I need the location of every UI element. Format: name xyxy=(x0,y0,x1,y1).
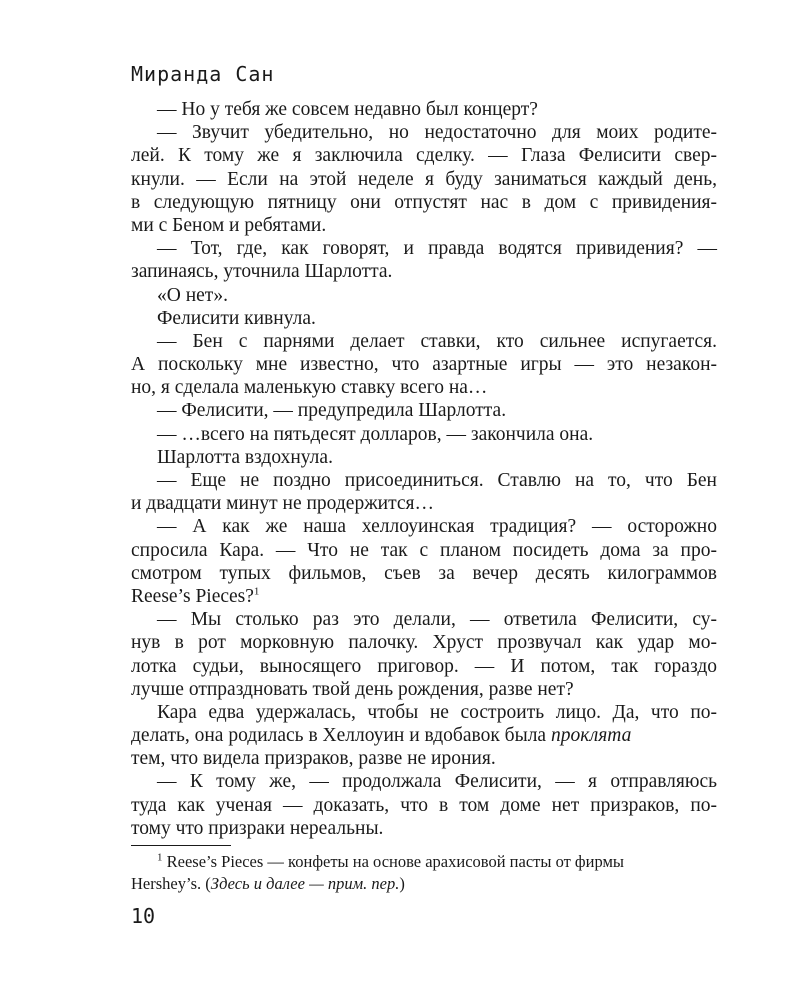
text-line xyxy=(131,539,717,562)
text-line-content: А поскольку мне известно, что азартные игры — это незакон- xyxy=(131,354,717,376)
text-line-content: туда как ученая — доказать, что в том доме нет призраков, по- xyxy=(131,794,717,816)
footnote-reference: 1 xyxy=(253,585,260,598)
text-line-content: — Бен с парнями делает ставки, кто сильнее испугается. xyxy=(157,330,717,352)
text-line-content: лотка судьи, выносящего приговор. — И потом, так гораздо xyxy=(131,655,717,677)
footnote-text-2: Hershey’s. ( xyxy=(131,874,211,893)
text-line-content: — К тому же, — продолжала Фелисити, — я отправляюсь xyxy=(157,771,717,793)
text-line-content: в следующую пятницу они отпустят нас в дом с привидения- xyxy=(131,191,717,213)
text-line xyxy=(131,399,717,422)
text-line-content: — Звучит убедительно, но недостаточно для моих родите- xyxy=(157,122,717,144)
text-line-content: — Еще не поздно присоединиться. Ставлю на то, что Бен xyxy=(157,470,717,491)
text-line-content: лей. К тому же я заключила сделку. — Глаза Фелисити свер- xyxy=(131,145,717,167)
footnote-rule xyxy=(131,845,231,846)
text-line-content: — Тот, где, как говорят, и правда водятся привидения? — xyxy=(157,238,717,260)
text-line xyxy=(131,121,717,144)
text-line-content: — …всего на пятьдесят долларов, — закончила она. xyxy=(157,423,594,445)
text-line xyxy=(131,747,717,770)
text-line-content: и двадцати минут не продержится… xyxy=(131,493,434,515)
text-line-content: Фелисити кивнула. xyxy=(157,307,316,329)
text-line xyxy=(131,817,717,840)
text-line-content: Кара едва удержалась, чтобы не состроить лицо. Да, что по- xyxy=(157,701,717,723)
text-line xyxy=(131,330,717,353)
text-line-content: смотром тупых фильмов, съев за вечер десять килограммов xyxy=(131,562,717,584)
italic-word: проклята xyxy=(550,725,632,747)
footnote-mark: 1 xyxy=(157,851,163,864)
footnote-line-1 xyxy=(131,851,717,873)
text-line-content: ми с Беном и ребятами. xyxy=(131,214,327,236)
text-line xyxy=(131,631,717,654)
text-line xyxy=(131,492,717,515)
text-line-content: лучше отпраздновать твой день рождения, разве нет? xyxy=(131,678,574,700)
text-line-content: — Фелисити, — предупредила Шарлотта. xyxy=(157,400,507,422)
text-line-content: — А как же наша хеллоуинская традиция? — осторожно xyxy=(157,516,717,538)
text-line-content: Reese’s Pieces? xyxy=(131,585,254,607)
text-line-content: кнули. — Если на этой неделе я буду заниматься каждый день, xyxy=(131,168,717,190)
footnote xyxy=(131,851,717,895)
text-line-content: спросила Кара. — Что не так с планом посидеть дома за про- xyxy=(131,539,717,561)
text-line xyxy=(131,608,717,631)
text-line-content: тем, что видела призраков, разве не ирония. xyxy=(131,748,496,770)
text-line xyxy=(131,701,717,724)
running-head: Миранда Сан xyxy=(131,62,275,86)
text-line xyxy=(131,770,717,793)
text-line xyxy=(131,515,717,538)
text-line xyxy=(131,724,717,747)
text-line xyxy=(131,307,717,330)
text-line xyxy=(131,678,717,701)
text-line xyxy=(131,214,717,237)
text-line xyxy=(131,260,717,283)
page-number: 10 xyxy=(131,904,156,928)
footnote-text-2-end: ) xyxy=(399,874,405,893)
body-text xyxy=(131,98,717,840)
text-line-content: но, я сделала маленькую ставку всего на… xyxy=(131,377,488,399)
text-line xyxy=(131,98,717,121)
text-line-content: — Но у тебя же совсем недавно был концерт? xyxy=(157,99,538,120)
text-line xyxy=(131,423,717,446)
text-line-content: тому что призраки нереальны. xyxy=(131,817,384,839)
footnote-line-2 xyxy=(131,873,717,895)
footnote-text-1: Reese’s Pieces — конфеты на основе арахисовой пасты от фирмы xyxy=(162,852,624,871)
text-line-content: запинаясь, уточнила Шарлотта. xyxy=(131,261,393,283)
text-line xyxy=(131,446,717,469)
text-line xyxy=(131,794,717,817)
footnote-italic: Здесь и далее — прим. пер. xyxy=(210,874,400,893)
text-line xyxy=(131,562,717,585)
text-line xyxy=(131,144,717,167)
text-line xyxy=(131,655,717,678)
text-line-content: Шарлотта вздохнула. xyxy=(157,446,333,468)
text-line xyxy=(131,237,717,260)
text-line xyxy=(131,191,717,214)
text-line xyxy=(131,168,717,191)
text-line xyxy=(131,585,717,608)
text-line xyxy=(131,469,717,492)
text-line-content: делать, она родилась в Хеллоуин и вдобавок была xyxy=(131,725,551,747)
text-line-content: «О нет». xyxy=(157,284,228,306)
text-line xyxy=(131,284,717,307)
text-line xyxy=(131,353,717,376)
text-line-content: — Мы столько раз это делали, — ответила Фелисити, су- xyxy=(157,609,717,631)
text-line xyxy=(131,376,717,399)
text-line-content: нув в рот морковную палочку. Хруст прозвучал как удар мо- xyxy=(131,632,717,654)
